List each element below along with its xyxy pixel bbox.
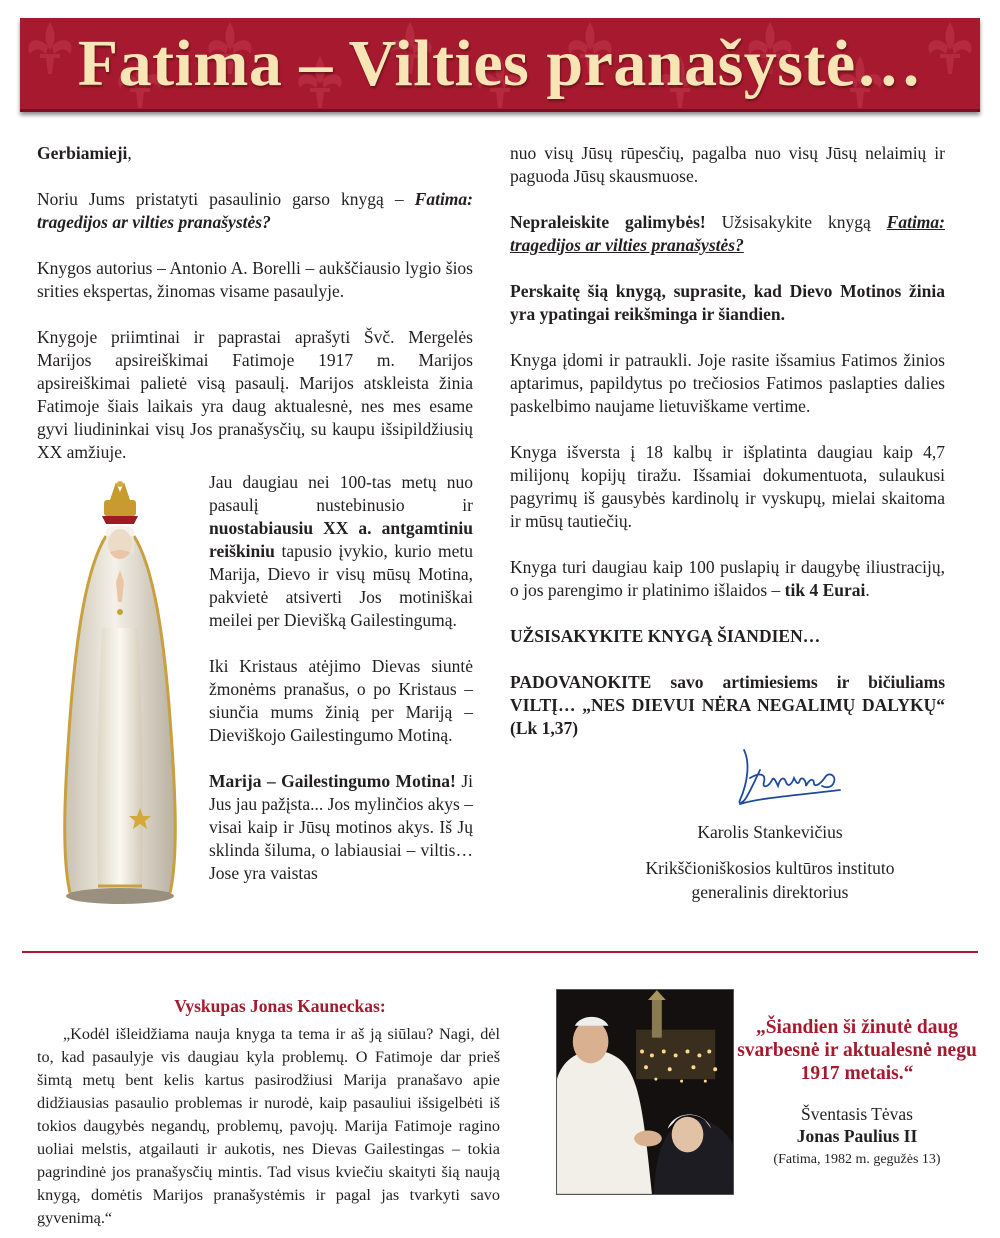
pope-name: Jonas Paulius II [796,1126,918,1146]
pope-honorific: Šventasis Tėvas [801,1104,913,1124]
signature-name: Karolis Stankevičius [697,822,843,842]
price-paragraph: Knyga turi daugiau kaip 100 puslapių ir daugybę iliustracijų, o jos parengimo ir platinimo išlaidos – tik 4 Eurai. [510,557,945,600]
translations-paragraph: Knyga išversta į 18 kalbų ir išplatinta daugiau kaip 4,7 milijonų kopijų tiražu. Išsamiai dokumentuota, sulaukusi pagyrimų iš gausybės kardinolų ir vyskupų, mielai skaitoma ir mūsų tautiečių. [510,442,945,531]
right-column [510,142,945,763]
mercy-paragraph: Marija – Gailestingumo Motina! Ji Jus jau pažįsta... Jos mylinčios akys – visai kaip ir Jūsų motinos akys. Iš Jų sklinda šiluma, o labiausiai – viltis… Jose yra vaistas [209,771,473,883]
centenary-paragraph: Jau daugiau nei 100-tas metų nuo pasaulį nustebinusio ir nuostabiausiu XX a. antgamtiniu reiškiniu tapusio įvykio, kurio metu Marija, Dievo ir visų mūsų Motina, pakvietė atsiverti Jos motiniškai meilei per Dievišką Gailestingumą. [209,472,473,630]
left-column [37,142,473,487]
page-title: Fatima – Vilties pranašystė… [77,27,923,100]
bishop-name: Vyskupas Jonas Kauneckas: [174,996,386,1016]
greeting: Gerbiamieji, [37,143,132,163]
order-paragraph: Nepraleiskite galimybės! Užsisakykite knygą Fatima: tragedijos ar vilties pranašystės? [510,212,945,255]
left-narrow-column [209,471,473,885]
intro-paragraph: Noriu Jums pristatyti pasaulinio garso knygą – Fatima: tragedijos ar vilties pranašystės? [37,189,473,232]
continuation-paragraph: nuo visų Jūsų rūpesčių, pagalba nuo visų Jūsų nelaimių ir paguoda Jūsų skausmuose. [510,143,945,186]
title-banner [20,18,980,112]
book-title-link[interactable]: Fatima: tragedijos ar vilties pranašystės? [510,212,945,255]
pope-quote: „Šiandien ši žinutė daug svarbesnė ir aktualesnė negu 1917 metais.“ [737,1017,977,1084]
bishop-quote: „Kodėl išleidžiama nauja knyga ta tema ir aš ją siūlau? Nagi, dėl to, kad pasaulyje vis daugiau kyla problemų. O Fatimoje dar prieš šimtą metų bent kelis kartus pasirodžiusi Marija pranašavo apie didžiausias pasaulio problemas ir nurodė, kaip pasauliui išsigelbėti iš tokios daugybės negandų, problemų, pavojų. Marija Fatimoje ragino uoliai melstis, atgailauti ir aukotis, nes Dievas Gailestingas – tokia pagrindinė jos pranašysčių mintis. Tad visus kviečiu skaityti šią naują knygą, domėtis Marijos pranašystėmis ir pagal jas tvarkyti savo gyvenimą.“ [37,1025,500,1227]
order-today-heading: UŽSISAKYKITE KNYGĄ ŠIANDIEN… [510,626,821,646]
author-paragraph: Knygos autorius – Antonio A. Borelli – aukščiausio lygio šios srities ekspertas, žinomas visame pasaulyje. [37,258,473,301]
signature-image [730,742,850,812]
book-content-paragraph: Knyga įdomi ir patraukli. Joje rasite išsamius Fatimos žinios aptarimus, papildytus po trečiosios Fatimos paslapties dalies paskelbimo naujame lietuviškame vertime. [510,350,945,416]
section-divider [22,951,978,953]
prophets-paragraph: Iki Kristaus atėjimo Dievas siuntė žmonėms pranašus, o po Kristaus – siunčia mums žinią per Mariją – Dieviškojo Gailestingumo Motiną. [209,656,473,745]
pope-quote-source: (Fatima, 1982 m. gegužės 13) [773,1152,941,1167]
gift-paragraph: PADOVANOKITE savo artimiesiems ir bičiuliams VILTĮ… „NES DIEVUI NĖRA NEGALIMŲ DALYKŲ“ (Lk 1,37) [510,672,945,738]
apparitions-paragraph: Knygoje priimtinai ir paprastai aprašyti Švč. Mergelės Marijos apsireiškimai Fatimoje 1917 m. Marijos apsireiškimai palietė visą pasaulį. Marijos atskleista žinia Fatimoje šiais laikais yra daug aktualesnė, nes mes esame gyvi liudininkai visų Jos pranašysčių, su kaupu išsipildžiusių XX amžiuje. [37,327,473,462]
read-paragraph: Perskaitę šią knygą, suprasite, kad Dievo Motinos žinia yra ypatingai reikšminga ir šiandien. [510,281,945,324]
signature-title: Krikščioniškosios kultūros instituto generalinis direktorius [645,858,895,902]
our-lady-of-fatima-statue-image [40,478,200,908]
pope-with-sister-lucia-photo [556,989,734,1195]
